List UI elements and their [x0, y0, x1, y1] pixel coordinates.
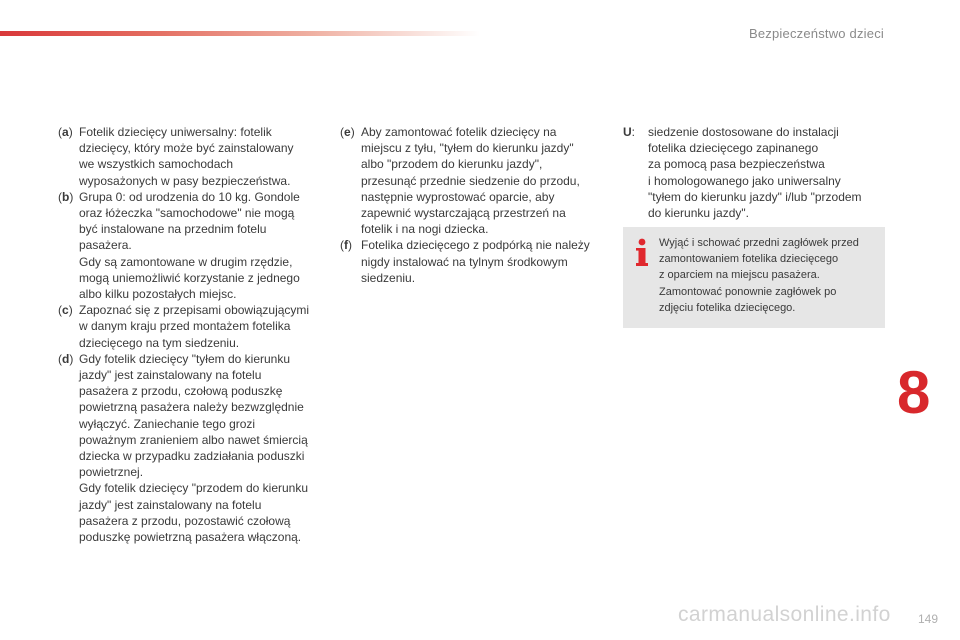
list-item-e: (e) Aby zamontować fotelik dziecięcy na miejscu z tyłu, "tyłem do kierunku jazdy" albo "przodem do kierunku jazdy", przesunąć przednie siedzenie do przodu, następnie wyprostować oparcie, aby zapewnić wystarczającą przestrzeń na fotelik i na nogi dziecka.: [340, 124, 602, 237]
list-item-b: (b) Grupa 0: od urodzenia do 10 kg. Gondole oraz łóżeczka "samochodowe" nie mogą być instalowane na przednim fotelu pasażera. Gdy są zamontowane w drugim rzędzie, mogą uniemożliwić korzystanie z jednego albo kilku pozostałych miejsc.: [58, 189, 324, 302]
item-line: następnie wyprostować oparcie, aby: [361, 189, 555, 204]
info-line: Zamontować ponownie zagłówek po: [659, 285, 837, 298]
section-title: Bezpieczeństwo dzieci: [749, 26, 884, 41]
item-line: pasażera.: [79, 238, 132, 253]
item-key-f: f: [344, 238, 348, 253]
item-line: Gdy fotelik dziecięcy "przodem do kierunku: [79, 481, 309, 496]
list-item-d: (d) Gdy fotelik dziecięcy "tyłem do kierunku jazdy" jest zainstalowany na fotelu pasażera z przodu, czołową poduszkę powietrzną pasażera należy bezwzględnie wyłączyć. Zaniechanie tego grozi poważnym zranieniem albo nawet śmiercią dziecka w przypadku zadziałania poduszki powietrznej. Gdy fotelik dziecięcy "przodem do kierunku jazdy" jest zainstalowany na fotelu pasażera z przodu, pozostawić czołową poduszkę powietrzną pasażera włączoną.: [58, 351, 324, 545]
item-line: dziecka w przypadku zadziałania poduszki: [79, 449, 305, 464]
item-line: jazdy" jest zainstalowany na fotelu: [79, 368, 262, 383]
list-item-f: (f) Fotelika dziecięcego z podpórką nie należy nigdy instalować na tylnym środkowym siedzeniu.: [340, 237, 602, 286]
item-line: albo "przodem do kierunku jazdy",: [361, 157, 543, 172]
info-box: [623, 227, 885, 328]
item-key-d: d: [62, 351, 70, 366]
item-line: powietrznej.: [79, 465, 144, 480]
item-line: za pomocą pasa bezpieczeństwa: [648, 157, 825, 172]
header-accent-stripe: [0, 31, 480, 36]
item-line: siedzeniu.: [361, 270, 416, 285]
info-line: z oparciem na miejscu pasażera.: [659, 269, 820, 282]
item-line: pasażera z przodu, pozostawić czołową: [79, 513, 291, 528]
item-line: Fotelik dziecięcy uniwersalny: fotelik: [79, 125, 272, 139]
item-line: nigdy instalować na tylnym środkowym: [361, 254, 568, 269]
list-item-c: (c) Zapoznać się z przepisami obowiązującymi w danym kraju przed montażem fotelika dziecięcego na tym siedzeniu.: [58, 302, 324, 351]
info-line: Wyjąć i schować przedni zagłówek przed: [659, 237, 859, 249]
item-line: Gdy fotelik dziecięcy "tyłem do kierunku: [79, 351, 291, 366]
item-line: i homologowanego jako uniwersalny: [648, 173, 841, 188]
item-line: w danym kraju przed montażem fotelika: [79, 319, 291, 334]
item-line: mogą uniemożliwić korzystanie z jednego: [79, 270, 300, 285]
item-key-e: e: [344, 125, 351, 139]
column-3: [623, 124, 885, 221]
list-item-a: (a) Fotelik dziecięcy uniwersalny: fotelik dziecięcy, który może być zainstalowany we wszystkich samochodach wyposażonych w pasy bezpieczeństwa.: [58, 124, 324, 189]
info-line: zdjęciu fotelika dziecięcego.: [659, 301, 796, 314]
item-line: we wszystkich samochodach: [79, 157, 234, 172]
item-line: Fotelika dziecięcego z podpórką nie należy: [361, 238, 590, 253]
item-key-u: U: [623, 125, 632, 139]
item-line: "tyłem do kierunku jazdy" i/lub "przodem: [648, 189, 862, 204]
list-item-u: U: siedzenie dostosowane do instalacji fotelika dziecięcego zapinanego za pomocą pasa bezpieczeństwa i homologowanego jako uniwersalny "tyłem do kierunku jazdy" i/lub "przodem do kierunku jazdy".: [623, 124, 885, 221]
item-line: dziecięcego na tym siedzeniu.: [79, 335, 240, 350]
item-line: do kierunku jazdy".: [648, 206, 749, 221]
item-key-a: a: [62, 125, 69, 139]
item-line: poważnym zranieniem albo nawet śmiercią: [79, 432, 308, 447]
item-line: Grupa 0: od urodzenia do 10 kg. Gondole: [79, 189, 300, 204]
column-2: [340, 124, 602, 286]
item-key-b: b: [62, 189, 70, 204]
info-text: [659, 235, 879, 316]
item-line: przesunąć przednie siedzenie do przodu,: [361, 173, 580, 188]
item-line: Aby zamontować fotelik dziecięcy na: [361, 125, 557, 139]
item-line: miejscu z tyłu, "tyłem do kierunku jazdy": [361, 141, 574, 156]
item-line: wyłączyć. Zaniechanie tego grozi: [79, 416, 256, 431]
item-line: albo kilku pozostałych miejsc.: [79, 287, 237, 302]
item-line: powietrzną pasażera należy bezwzględnie: [79, 400, 304, 415]
item-line: poduszkę powietrzną pasażera włączoną.: [79, 530, 302, 545]
item-line: jazdy" jest zainstalowany na fotelu: [79, 497, 262, 512]
watermark: carmanualsonline.info: [678, 603, 891, 626]
info-line: zamontowaniem fotelika dziecięcego: [659, 253, 839, 266]
item-line: pasażera z przodu, czołową poduszkę: [79, 384, 283, 399]
info-icon: [635, 238, 649, 268]
item-line: fotelik i na nogi dziecka.: [361, 222, 489, 237]
item-line: wyposażonych w pasy bezpieczeństwa.: [79, 173, 291, 188]
item-line: siedzenie dostosowane do instalacji: [648, 125, 839, 139]
item-line: być instalowane na przednim fotelu: [79, 222, 267, 237]
chapter-number: 8: [897, 359, 931, 426]
item-line: Zapoznać się z przepisami obowiązującymi: [79, 303, 310, 318]
item-line: oraz łóżeczka "samochodowe" nie mogą: [79, 206, 295, 221]
item-line: dziecięcy, który może być zainstalowany: [79, 141, 294, 156]
item-key-c: c: [62, 303, 69, 318]
item-line: Gdy są zamontowane w drugim rzędzie,: [79, 254, 293, 269]
column-1: [58, 124, 324, 545]
page-number: 149: [917, 612, 938, 626]
item-line: fotelika dziecięcego zapinanego: [648, 141, 819, 156]
item-line: zapewnić wystarczającą przestrzeń na: [361, 206, 566, 221]
